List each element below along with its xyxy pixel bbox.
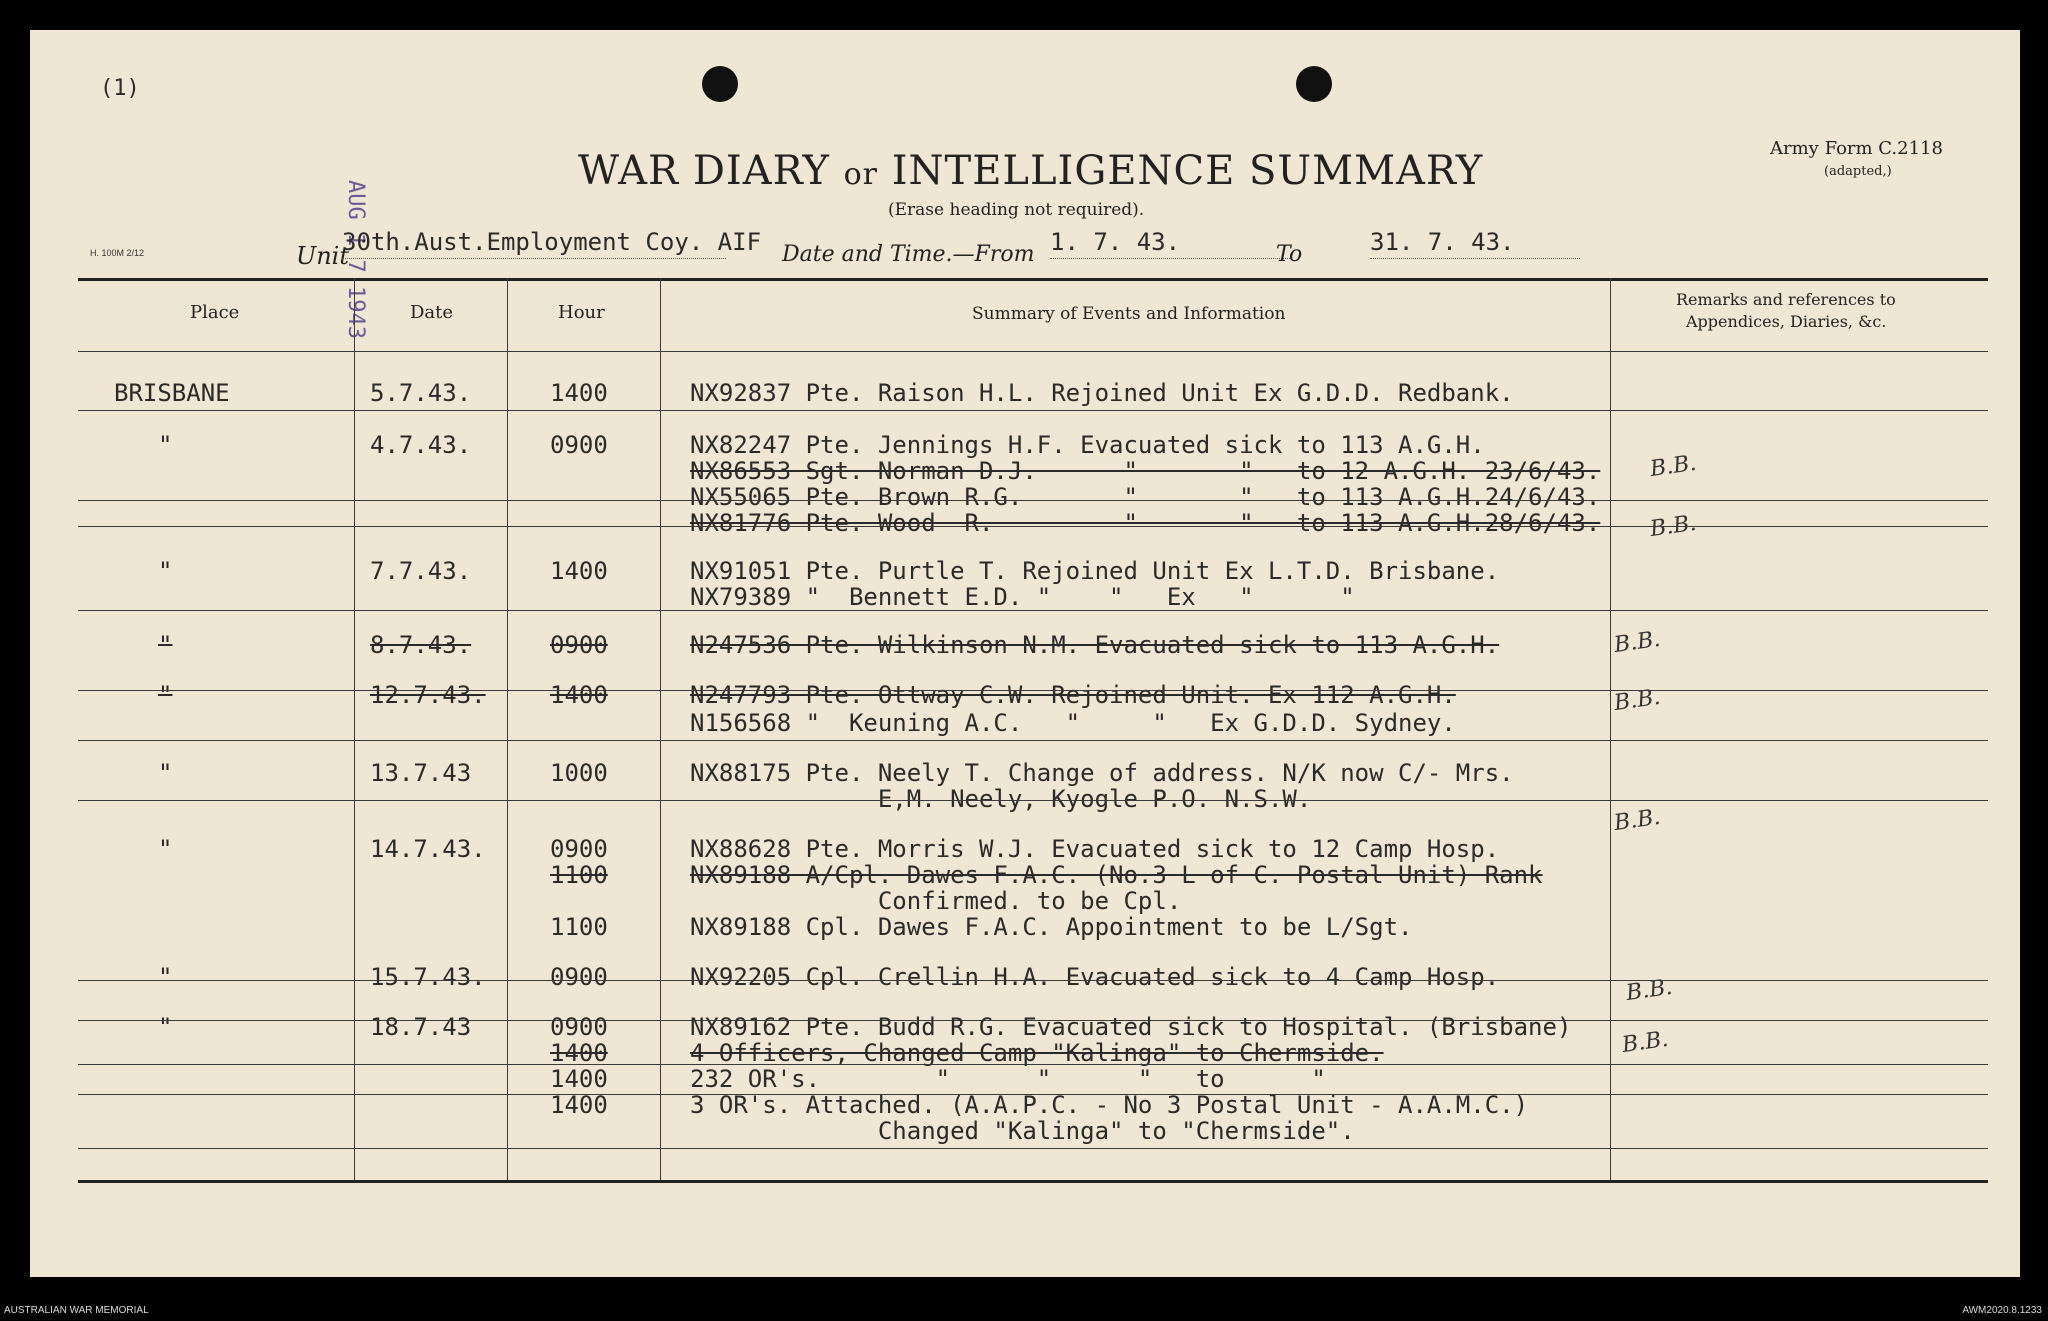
title-or: or	[843, 157, 879, 192]
title-subtitle: (Erase heading not required).	[888, 200, 1145, 220]
date-cell: 5.7.43.	[370, 379, 472, 407]
place-cell: "	[158, 557, 173, 585]
page-title	[578, 148, 1483, 194]
summary-cell: Changed "Kalinga" to "Chermside".	[690, 1117, 1355, 1145]
remarks-initial: B.B.	[1648, 510, 1698, 543]
hour-cell: 1400	[550, 1065, 608, 1093]
summary-cell: NX89188 A/Cpl. Dawes F.A.C. (No.3 L of C. Postal Unit) Rank	[690, 861, 1543, 889]
date-cell: 8.7.43.	[370, 631, 472, 659]
hour-cell: 0900	[550, 431, 608, 459]
summary-cell: NX81776 Pte. Wood R. " " to 113 A.G.H.28/6/43.	[690, 509, 1601, 537]
summary-cell: NX92205 Cpl. Crellin H.A. Evacuated sick to 4 Camp Hosp.	[690, 963, 1500, 991]
remarks-initial: B.B.	[1648, 450, 1698, 483]
remarks-initial: B.B.	[1620, 1026, 1670, 1059]
unit-value: 30th.Aust.Employment Coy. AIF	[342, 228, 726, 259]
summary-cell: N247536 Pte. Wilkinson N.M. Evacuated sick to 113 A.G.H.	[690, 631, 1500, 659]
col-header-place: Place	[190, 302, 240, 323]
date-cell: 14.7.43.	[370, 835, 486, 863]
row-rule	[78, 610, 1988, 611]
summary-cell: 3 OR's. Attached. (A.A.P.C. - No 3 Postal Unit - A.A.M.C.)	[690, 1091, 1529, 1119]
place-cell: "	[158, 835, 173, 863]
summary-cell: N156568 " Keuning A.C. " " Ex G.D.D. Sydney.	[690, 709, 1456, 737]
row-rule	[78, 1148, 1988, 1149]
row-rule	[78, 980, 1988, 981]
summary-cell: NX55065 Pte. Brown R.G. " " to 113 A.G.H.24/6/43.	[690, 483, 1601, 511]
hour-cell: 1100	[550, 913, 608, 941]
hour-cell: 1400	[550, 379, 608, 407]
place-cell: "	[158, 431, 173, 459]
table-bottom-rule	[78, 1180, 1988, 1183]
col-divider-place	[354, 278, 355, 1180]
from-date-value: 1. 7. 43.	[1050, 228, 1290, 259]
date-cell: 15.7.43.	[370, 963, 486, 991]
diary-sheet	[30, 30, 2020, 1277]
received-date-stamp: AUG 1 7 1943	[343, 180, 368, 339]
place-cell: "	[158, 963, 173, 991]
row-rule	[78, 800, 1988, 801]
col-divider-summary	[1610, 278, 1611, 1180]
unit-label: Unit	[296, 242, 350, 270]
place-cell: BRISBANE	[114, 379, 230, 407]
col-header-date: Date	[410, 302, 454, 323]
summary-cell: NX86553 Sgt. Norman D.J. " " to 12 A.G.H. 23/6/43.	[690, 457, 1601, 485]
remarks-initial: B.B.	[1612, 684, 1662, 717]
col-header-remarks-line1: Remarks and references to	[1676, 290, 1896, 309]
title-war-diary: WAR DIARY	[578, 148, 830, 194]
hour-cell: 1100	[550, 861, 608, 889]
summary-cell: N247793 Pte. Ottway C.W. Rejoined Unit. Ex 112 A.G.H.	[690, 681, 1456, 709]
summary-cell: NX89162 Pte. Budd R.G. Evacuated sick to Hospital. (Brisbane)	[690, 1013, 1572, 1041]
hour-cell: 0900	[550, 1013, 608, 1041]
summary-cell: 232 OR's. " " " to "	[690, 1065, 1326, 1093]
date-cell: 7.7.43.	[370, 557, 472, 585]
row-rule	[78, 526, 1988, 527]
date-cell: 12.7.43.	[370, 681, 486, 709]
hour-cell: 1400	[550, 1091, 608, 1119]
army-form-number: Army Form C.2118	[1770, 138, 1943, 159]
form-code: H. 100M 2/12	[90, 248, 145, 258]
hour-cell: 0900	[550, 835, 608, 863]
col-header-hour: Hour	[558, 302, 605, 323]
summary-cell: NX79389 " Bennett E.D. " " Ex " "	[690, 583, 1355, 611]
date-time-label: Date and Time.—From	[782, 242, 1035, 267]
col-divider-hour	[660, 278, 661, 1180]
summary-cell: NX92837 Pte. Raison H.L. Rejoined Unit Ex G.D.D. Redbank.	[690, 379, 1514, 407]
summary-cell: E,M. Neely, Kyogle P.O. N.S.W.	[690, 785, 1312, 813]
summary-cell: NX82247 Pte. Jennings H.F. Evacuated sick to 113 A.G.H.	[690, 431, 1485, 459]
page-number: (1)	[100, 76, 140, 101]
row-rule	[78, 690, 1988, 691]
place-cell: "	[158, 759, 173, 787]
hour-cell: 1400	[550, 681, 608, 709]
title-intelligence-summary: INTELLIGENCE SUMMARY	[891, 148, 1484, 194]
row-rule	[78, 740, 1988, 741]
hour-cell: 1400	[550, 1039, 608, 1067]
summary-cell: NX88628 Pte. Morris W.J. Evacuated sick to 12 Camp Hosp.	[690, 835, 1500, 863]
place-cell: "	[158, 1013, 173, 1041]
col-header-remarks-line2: Appendices, Diaries, &c.	[1686, 312, 1887, 331]
to-label: To	[1276, 242, 1303, 267]
place-cell: "	[158, 681, 173, 709]
hour-cell: 0900	[550, 631, 608, 659]
col-divider-date	[507, 278, 508, 1180]
remarks-initial: B.B.	[1612, 626, 1662, 659]
hour-cell: 1000	[550, 759, 608, 787]
date-cell: 13.7.43	[370, 759, 472, 787]
footer-source: AUSTRALIAN WAR MEMORIAL	[4, 1305, 149, 1316]
punch-hole-left	[702, 66, 738, 102]
summary-cell: NX89188 Cpl. Dawes F.A.C. Appointment to be L/Sgt.	[690, 913, 1413, 941]
remarks-initial: B.B.	[1612, 804, 1662, 837]
punch-hole-right	[1296, 66, 1332, 102]
date-cell: 4.7.43.	[370, 431, 472, 459]
footer-reference: AWM2020.8.1233	[1962, 1305, 2042, 1316]
place-cell: "	[158, 631, 173, 659]
hour-cell: 0900	[550, 963, 608, 991]
table-top-rule	[78, 278, 1988, 281]
row-rule	[78, 1064, 1988, 1065]
army-form-adapted: (adapted,)	[1824, 164, 1892, 179]
hour-cell: 1400	[550, 557, 608, 585]
summary-cell: Confirmed. to be Cpl.	[690, 887, 1182, 915]
row-rule	[78, 410, 1988, 411]
summary-cell: NX91051 Pte. Purtle T. Rejoined Unit Ex L.T.D. Brisbane.	[690, 557, 1500, 585]
header-bottom-rule	[78, 351, 1988, 352]
summary-cell: 4 Officers, Changed Camp "Kalinga" to Chermside.	[690, 1039, 1384, 1067]
col-header-summary: Summary of Events and Information	[972, 304, 1286, 324]
row-rule	[78, 500, 1988, 501]
remarks-initial: B.B.	[1624, 974, 1674, 1007]
summary-cell: NX88175 Pte. Neely T. Change of address. N/K now C/- Mrs.	[690, 759, 1514, 787]
row-rule	[78, 1094, 1988, 1095]
to-date-value: 31. 7. 43.	[1370, 228, 1580, 259]
row-rule	[78, 1020, 1988, 1021]
date-cell: 18.7.43	[370, 1013, 472, 1041]
